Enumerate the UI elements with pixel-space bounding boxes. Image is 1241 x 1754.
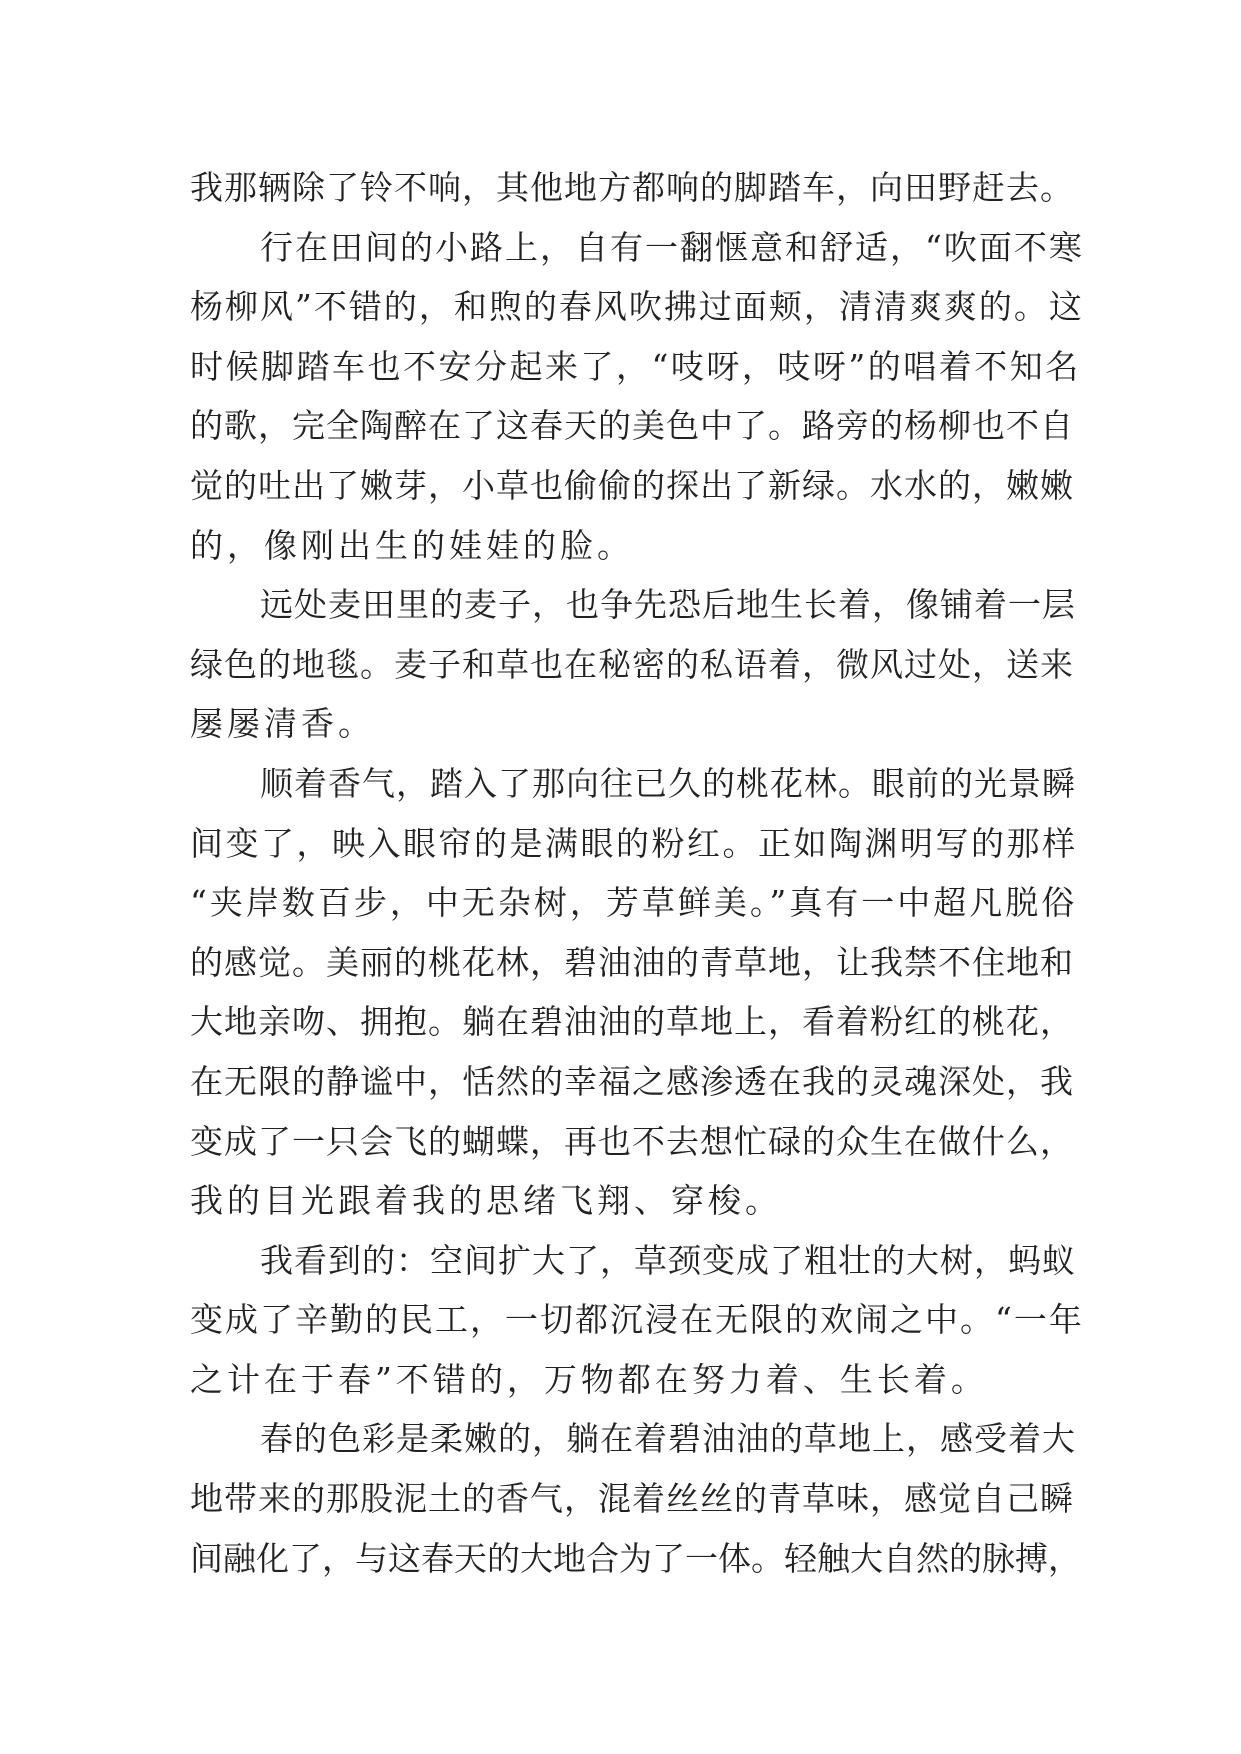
text-line: 绿色的地毯。麦子和草也在秘密的私语着，微风过处，送来 [190, 644, 1074, 684]
text-line: 我看到的：空间扩大了，草颈变成了粗壮的大树，蚂蚁 [260, 1240, 1076, 1280]
text-line: 的，像刚出生的娃娃的脸。 [190, 525, 634, 565]
text-line: 时候脚踏车也不安分起来了，“吱呀，吱呀”的唱着不知名 [190, 346, 1081, 386]
body-text [190, 158, 1084, 1588]
text-line: 屡屡清香。 [190, 704, 375, 744]
text-line: “夹岸数百步，中无杂树，芳草鲜美。”真有一中超凡脱俗 [190, 883, 1078, 923]
text-line: 地带来的那股泥土的香气，混着丝丝的青草味，感觉自己瞬 [190, 1479, 1074, 1519]
text-line: 远处麦田里的麦子，也争先恐后地生长着，像铺着一层 [260, 585, 1076, 625]
text-line: 之计在于春”不错的，万物都在努力着、生长着。 [190, 1359, 988, 1399]
text-line: 的感觉。美丽的桃花林，碧油油的青草地，让我禁不住地和 [190, 942, 1074, 982]
text-line: 间变了，映入眼帘的是满眼的粉红。正如陶渊明写的那样 [190, 823, 1078, 863]
text-line: 变成了一只会飞的蝴蝶，再也不去想忙碌的众生在做什么， [190, 1121, 1074, 1161]
text-line: 觉的吐出了嫩芽，小草也偷偷的探出了新绿。水水的，嫩嫩 [190, 465, 1074, 505]
text-line: 间融化了，与这春天的大地合为了一体。轻触大自然的脉搏， [190, 1538, 1081, 1578]
text-line: 在无限的静谧中，恬然的幸福之感渗透在我的灵魂深处，我 [190, 1061, 1074, 1101]
text-line: 大地亲吻、拥抱。躺在碧油油的草地上，看着粉红的桃花， [190, 1002, 1074, 1042]
text-line: 我那辆除了铃不响，其他地方都响的脚踏车，向田野赶去。 [190, 168, 1074, 207]
text-line: 的歌，完全陶醉在了这春天的美色中了。路旁的杨柳也不自 [190, 406, 1074, 446]
text-line: 变成了辛勤的民工，一切都沉浸在无限的欢闹之中。“一年 [190, 1300, 1084, 1340]
text-line: 春的色彩是柔嫩的，躺在着碧油油的草地上，感受着大 [260, 1419, 1076, 1459]
text-line: 杨柳风”不错的，和煦的春风吹拂过面颊，清清爽爽的。这 [190, 287, 1084, 327]
text-line: 行在田间的小路上，自有一翻惬意和舒适，“吹面不寒 [260, 227, 1084, 267]
text-line: 我的目光跟着我的思绪飞翔、穿梭。 [190, 1181, 782, 1221]
text-line: 顺着香气，踏入了那向往已久的桃花林。眼前的光景瞬 [260, 763, 1076, 803]
